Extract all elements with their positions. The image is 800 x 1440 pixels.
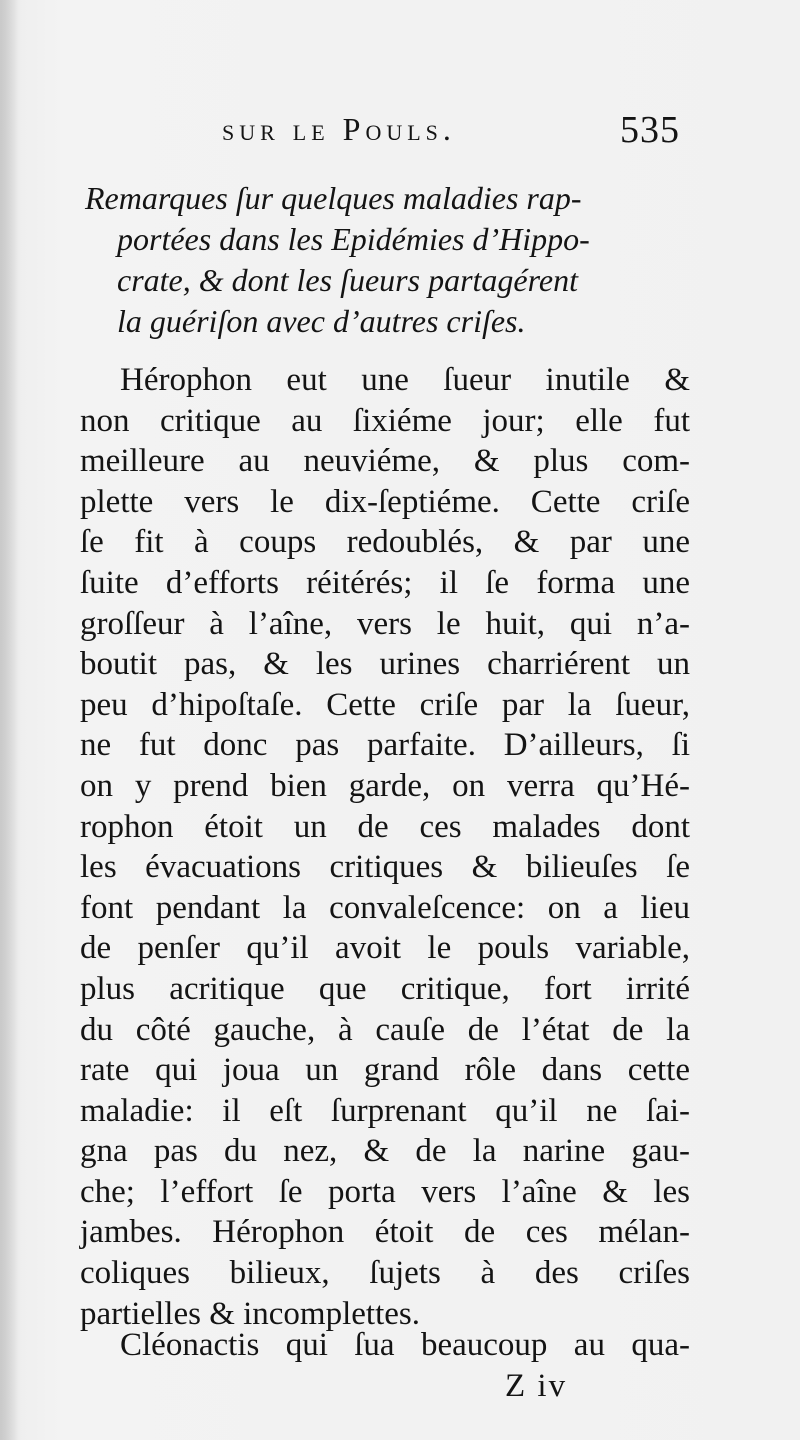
heading-line: portées dans les Epidémies d’Hippo- — [117, 221, 590, 257]
text-line: les évacuations critiques & bilieuſes ſe — [80, 849, 690, 886]
page-number: 535 — [620, 109, 680, 151]
body-paragraph — [80, 360, 690, 1334]
text-line: peu d’hipoſtaſe. Cette criſe par la ſueur, — [80, 686, 690, 723]
text-line: de penſer qu’il avoit le pouls variable, — [80, 930, 690, 967]
signature-mark: Z iv — [505, 1368, 568, 1404]
heading-line: crate, & dont les ſueurs partagérent — [117, 262, 578, 298]
text-line: jambes. Hérophon étoit de ces mélan- — [80, 1214, 690, 1251]
text-line: ſe fit à coups redoublés, & par une — [80, 524, 690, 561]
text-line: ne fut donc pas parfaite. D’ailleurs, ſi — [80, 727, 690, 764]
text-line: rate qui joua un grand rôle dans cette — [80, 1052, 690, 1089]
text-line: font pendant la convaleſcence: on a lieu — [80, 889, 690, 926]
text-line: gna pas du nez, & de la narine gau- — [80, 1133, 690, 1170]
text-line: boutit pas, & les urines charriérent un — [80, 646, 690, 683]
page-gutter-shadow — [0, 0, 18, 1440]
text-line: Hérophon eut une ſueur inutile & — [120, 362, 690, 398]
text-line: meilleure au neuviéme, & plus com- — [80, 443, 690, 480]
text-line: du côté gauche, à cauſe de l’état de la — [80, 1011, 690, 1048]
heading-line: Remarques ſur quelques maladies rap- — [85, 180, 582, 216]
text-line: ſuite d’efforts réitérés; il ſe forma une — [80, 564, 690, 601]
text-line: on y prend bien garde, on verra qu’Hé- — [80, 767, 690, 804]
text-line: partielles & incomplettes. — [80, 1295, 420, 1332]
text-line: groſſeur à l’aîne, vers le huit, qui n’a- — [80, 605, 690, 642]
text-line: non critique au ſixiéme jour; elle fut — [80, 402, 690, 439]
text-line: plette vers le dix-ſeptiéme. Cette criſe — [80, 483, 690, 520]
running-head: sur le Pouls. — [222, 111, 456, 147]
section-heading — [85, 178, 685, 342]
next-paragraph-start: Cléonactis qui ſua beaucoup au qua- — [120, 1327, 690, 1363]
text-line: plus acritique que critique, fort irrité — [80, 970, 690, 1007]
text-line: che; l’effort ſe porta vers l’aîne & les — [80, 1173, 690, 1210]
text-line: maladie: il eſt ſurprenant qu’il ne ſai- — [80, 1092, 690, 1129]
text-line: rophon étoit un de ces malades dont — [80, 808, 690, 845]
heading-line: la guériſon avec d’autres criſes. — [117, 303, 526, 339]
text-line: coliques bilieux, ſujets à des criſes — [80, 1255, 690, 1292]
